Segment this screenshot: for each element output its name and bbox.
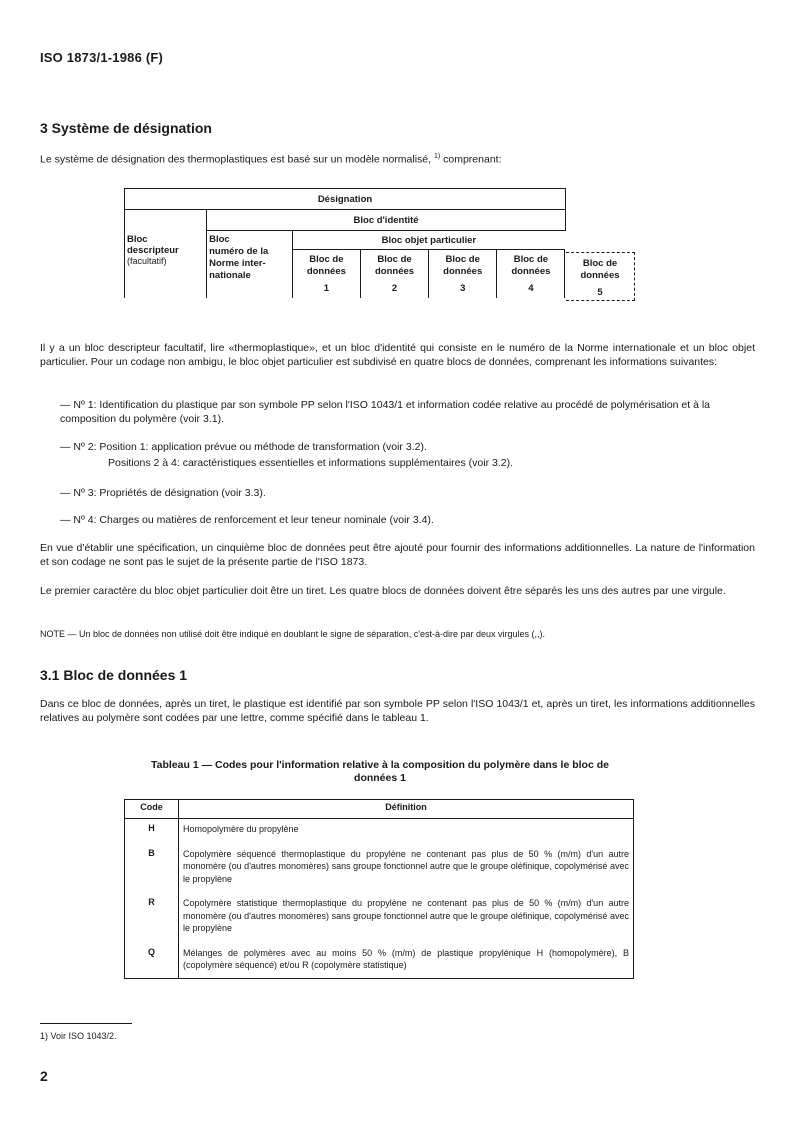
body-paragraph-3: Le premier caractère du bloc objet particulier doit être un tiret. Les quatre blocs de données doivent être séparés les uns des autres par une virgule.: [40, 585, 726, 597]
code-cell: B: [125, 846, 179, 896]
data-block-label: Bloc de: [309, 254, 344, 265]
data-block-label: données: [306, 266, 346, 277]
table-row: [125, 945, 634, 979]
code-cell: H: [125, 819, 179, 846]
data-block-number: 3: [460, 283, 466, 294]
data-block-label: données: [443, 266, 483, 277]
code-cell: Q: [125, 945, 179, 979]
section-3-title: 3 Système de désignation: [40, 120, 212, 136]
section-3-intro: [40, 150, 755, 167]
table-1: [124, 799, 634, 979]
list-item-4: — Nº 4: Charges ou matières de renforcement et leur teneur nominale (voir 3.4).: [60, 514, 434, 526]
data-block-number: 2: [391, 283, 398, 294]
list-item-2a: — Nº 2: Position 1: application prévue ou méthode de transformation (voir 3.2).: [60, 441, 427, 453]
intro-text: Le système de désignation des thermoplastiques est basé sur un modèle normalisé,: [40, 153, 432, 166]
data-block-label: données: [375, 266, 415, 277]
footnote-rule: [40, 1023, 132, 1024]
note: NOTE — Un bloc de données non utilisé doit être indiqué en doublant le signe de séparation, c'est-à-dire par deux virgules (,,).: [40, 629, 546, 639]
list-item-3: — Nº 3: Propriétés de désignation (voir 3.3).: [60, 487, 266, 499]
bloc-descripteur-cell: [125, 210, 207, 298]
table-1-caption-line2: données 1: [354, 772, 406, 784]
data-block-label: données: [511, 266, 551, 277]
data-block-label: Bloc de: [513, 254, 549, 265]
table-1-caption-line1: Tableau 1 — Codes pour l'information relative à la composition du polymère dans le bloc de: [151, 759, 609, 771]
bloc-objet-label: Bloc objet particulier: [292, 231, 565, 250]
intro-text-end: comprenant:: [440, 153, 502, 166]
bloc-identite-label: Bloc d'identité: [207, 210, 566, 231]
optional-block-label1: Bloc de: [582, 258, 618, 269]
body-paragraph-2: En vue d'établir une spécification, un cinquième bloc de données peut être ajouté pour fournir des informations additionnelles. La nature de l'information et son codage ne sont pas le sujet de la présente partie de l'ISO 1873.: [40, 542, 755, 568]
designation-label: Désignation: [125, 189, 566, 210]
bloc-descripteur-l3: (facultatif): [127, 256, 167, 266]
table-1-header-definition: Définition: [179, 800, 634, 819]
data-block-number: 1: [323, 283, 330, 294]
data-block-number: 4: [528, 283, 534, 294]
bloc-numero-l4: nationale: [209, 270, 251, 281]
bloc-numero-l3: Norme inter-: [209, 258, 266, 269]
data-block-3: [429, 250, 497, 298]
designation-diagram: [124, 188, 566, 298]
footnote-ref: 1): [433, 153, 441, 160]
section-3-1-text: Dans ce bloc de données, après un tiret, le plastique est identifié par son symbole PP selon l'ISO 1043/1 et, après un tiret, les informations additionnelles relatives au polymère sont codées par une lettre, comme spécifié dans le tableau 1.: [40, 698, 755, 724]
list-item-1: — Nº 1: Identification du plastique par son symbole PP selon l'ISO 1043/1 et information codée relative au procédé de polymérisation et à la composition du polymère (voir 3.1).: [60, 399, 711, 425]
table-1-header-code: Code: [125, 800, 179, 819]
data-block-4: [497, 250, 565, 298]
table-row: [125, 846, 634, 896]
definition-cell: Mélanges de polymères avec au moins 50 % (m/m) de plastique propylénique H (homopolymère), B (copolymère séquencé) et/ou R (copolymère statistique): [179, 945, 634, 979]
data-block-2: [360, 250, 428, 298]
table-1-caption: [120, 759, 640, 785]
document-header: ISO 1873/1-1986 (F): [40, 50, 164, 65]
code-cell: R: [125, 895, 179, 945]
section-3-1-title: 3.1 Bloc de données 1: [40, 667, 188, 683]
bloc-numero-l1: Bloc: [209, 234, 230, 245]
page-number: 2: [40, 1068, 48, 1084]
footnote: 1) Voir ISO 1043/2.: [40, 1031, 117, 1041]
table-row: [125, 819, 634, 846]
table-row: [125, 895, 634, 945]
bloc-numero-l2: numéro de la: [209, 246, 269, 257]
bloc-descripteur-l1: Bloc: [127, 234, 148, 245]
bloc-descripteur-l2: descripteur: [127, 245, 179, 256]
data-block-label: Bloc de: [377, 254, 412, 265]
definition-cell: Copolymère statistique thermoplastique du propylène ne contenant pas plus de 50 % (m/m) d'un autre monomère (ou d'autres monomères) sans groupe fonctionnel autre que le groupe oléfinique, copolymérisé avec le propylène: [179, 895, 634, 945]
list-item-2b: Positions 2 à 4: caractéristiques essentielles et informations supplémentaires (voir 3.2).: [108, 457, 514, 469]
data-block-label: Bloc de: [445, 254, 480, 265]
bloc-objet-spacer: [565, 231, 566, 250]
optional-block-label2: données: [580, 270, 620, 281]
definition-cell: Copolymère séquencé thermoplastique du propylène ne contenant pas plus de 50 % (m/m) d'un autre monomère (ou d'autres monomères) sans groupe fonctionnel autre que le groupe oléfinique, copolymérisé avec le propylène: [179, 846, 634, 896]
body-paragraph-1: Il y a un bloc descripteur facultatif, lire «thermoplastique», et un bloc d'identité qui consiste en le numéro de la Norme internationale et un bloc objet particulier. Pour un codage non ambigu, le bloc objet particulier est subdivisé en quatre blocs de données, comprenant les informations suivantes:: [40, 342, 755, 368]
bloc-numero-cell: [207, 231, 293, 298]
data-block-1: [292, 250, 360, 298]
optional-block-number: 5: [597, 287, 603, 298]
definition-cell: Homopolymère du propylène: [179, 819, 634, 846]
